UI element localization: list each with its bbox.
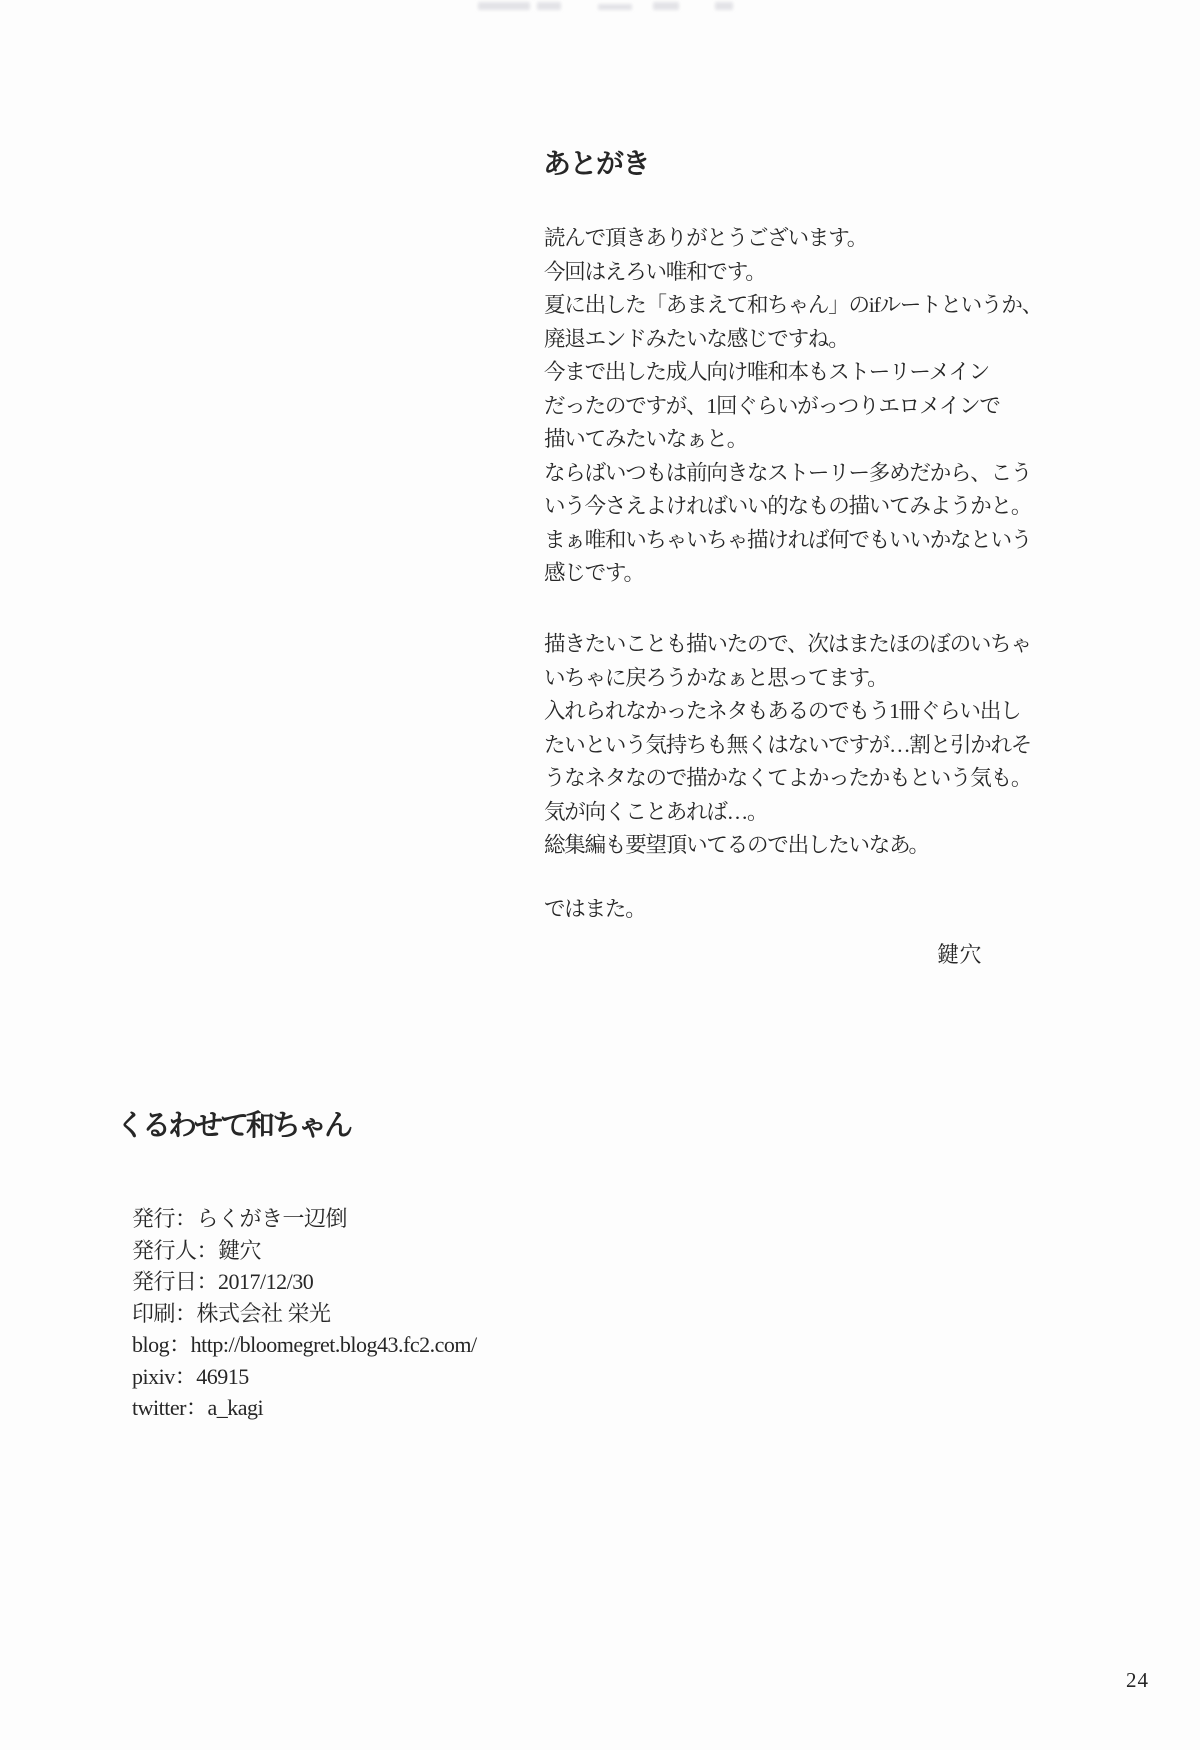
afterword-line: 描いてみたいなぁと。 <box>544 427 748 451</box>
afterword-line: まぁ唯和いちゃいちゃ描ければ何でもいいかなという <box>544 527 1032 552</box>
colophon-entry-twitter <box>132 1392 477 1424</box>
colophon <box>132 1203 477 1424</box>
scan-bleed-artifact <box>598 4 632 10</box>
colophon-entry-printer <box>132 1298 477 1330</box>
afterword-line: 読んで頂きありがとうございます。 <box>544 226 868 250</box>
colophon-value: 鍵穴 <box>218 1237 262 1263</box>
colophon-value: a_kagi <box>207 1395 264 1420</box>
afterword-line: いう今さえよければいい的なもの描いてみようかと。 <box>544 494 1032 518</box>
colophon-entry-publisher-person <box>132 1235 477 1267</box>
afterword-line: 感じです。 <box>544 561 644 585</box>
colophon-value: らくがき一辺倒 <box>196 1206 348 1231</box>
colophon-value: 2017/12/30 <box>218 1269 314 1294</box>
colophon-label: twitter： <box>132 1395 208 1420</box>
page-number: 24 <box>1126 1668 1149 1692</box>
colophon-label: pixiv： <box>132 1363 197 1389</box>
scan-bleed-artifact <box>478 2 530 10</box>
colophon-entry-pixiv <box>132 1361 477 1393</box>
afterword-closing: ではまた。 <box>544 897 646 921</box>
afterword-line: 廃退エンドみたいな感じですね。 <box>544 326 849 351</box>
afterword-heading: あとがき <box>543 149 650 180</box>
colophon-label: 発行日： <box>132 1269 219 1294</box>
scan-bleed-artifact <box>537 2 561 10</box>
colophon-value: http://bloomegret.blog43.fc2.com/ <box>190 1332 477 1357</box>
afterword-line: だったのですが、1回ぐらいがっつりエロメインで <box>544 393 1000 418</box>
afterword-line: ならばいつもは前向きなストーリー多めだから、こう <box>544 460 1032 485</box>
scan-bleed-artifact <box>715 2 733 10</box>
afterword-line: 夏に出した「あまえて和ちゃん」のifルートというか、 <box>544 293 1042 317</box>
afterword-line: 総集編も要望頂いてるので出したいなあ。 <box>544 833 929 857</box>
afterword-line: うなネタなので描かなくてよかったかもという気も。 <box>544 766 1032 790</box>
scan-bleed-artifact <box>653 2 679 10</box>
colophon-value: 株式会社 栄光 <box>196 1300 331 1326</box>
colophon-entry-blog <box>132 1329 477 1361</box>
colophon-label: 発行： <box>132 1206 197 1231</box>
afterword-line: 気が向くことあれば…。 <box>544 799 768 824</box>
afterword-line: たいという気持ちも無くはないですが…割と引かれそ <box>544 732 1032 757</box>
colophon-entry-publisher <box>132 1203 477 1235</box>
afterword-paragraph-1 <box>544 222 1042 591</box>
afterword-line: 今回はえろい唯和です。 <box>544 259 766 284</box>
colophon-label: 印刷： <box>132 1300 197 1326</box>
book-title: くるわせて和ちゃん <box>116 1110 351 1142</box>
author-signature: 鍵穴 <box>936 942 982 967</box>
afterword-line: 入れられなかったネタもあるのでもう1冊ぐらい出し <box>544 699 1021 723</box>
colophon-label: blog： <box>132 1332 191 1357</box>
colophon-value: 46915 <box>196 1363 249 1389</box>
colophon-label: 発行人： <box>132 1237 219 1263</box>
afterword-line: 今まで出した成人向け唯和本もストーリーメイン <box>544 360 990 384</box>
afterword-line: いちゃに戻ろうかなぁと思ってます。 <box>544 665 888 690</box>
colophon-entry-publish-date <box>132 1266 477 1298</box>
afterword-line: 描きたいことも描いたので、次はまたほのぼのいちゃ <box>544 632 1031 656</box>
afterword-paragraph-2 <box>544 628 1032 863</box>
